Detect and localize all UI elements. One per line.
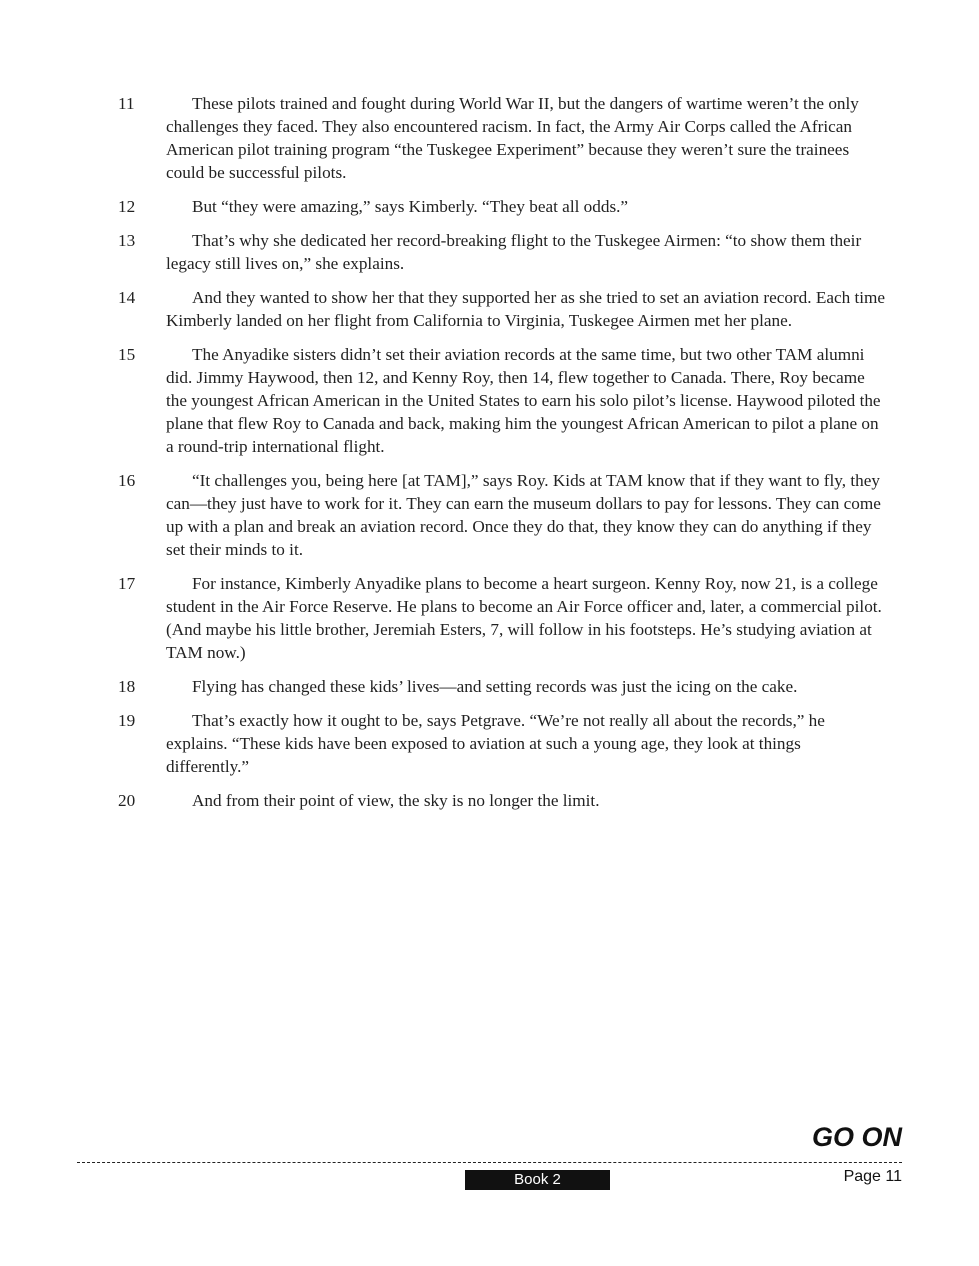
paragraph-text: For instance, Kimberly Anyadike plans to become a heart surgeon. Kenny Roy, now 21, is a college student in the Air Force Reserve. He plans to become an Air Force officer and, later, a commercial pilot. (And maybe his little brother, Jeremiah Esters, 7, will follow in his footsteps. He’s studying aviation at TAM now.) (166, 574, 882, 662)
paragraph-text: These pilots trained and fought during World War II, but the dangers of wartime weren’t the only challenges they faced. They also encountered racism. In fact, the Army Air Corps called the African American pilot training program “the Tuskegee Experiment” because they weren’t sure the trainees could be successful pilots. (166, 94, 859, 182)
paragraph-text: But “they were amazing,” says Kimberly. “They beat all odds.” (192, 197, 629, 216)
paragraph-number: 13 (118, 231, 136, 250)
paragraph-number: 16 (118, 471, 136, 490)
paragraph (118, 92, 888, 184)
footer-divider (77, 1162, 902, 1163)
paragraph-text: And from their point of view, the sky is no longer the limit. (192, 791, 600, 810)
page-number: Page 11 (843, 1168, 902, 1185)
paragraph-text: That’s exactly how it ought to be, says Petgrave. “We’re not really all about the records,” he explains. “These kids have been exposed to aviation at such a young age, they look at things differently.” (166, 711, 825, 776)
paragraph-text: “It challenges you, being here [at TAM],” says Roy. Kids at TAM know that if they want to fly, they can—they just have to work for it. They can earn the museum dollars to pay for lessons. They can come up with a plan and break an aviation record. Once they do that, they know they can do anything if they set their minds to it. (166, 471, 881, 559)
go-on-label: GO ON (811, 1122, 902, 1152)
paragraph-number: 11 (118, 94, 135, 113)
passage (118, 92, 888, 823)
paragraph-text: The Anyadike sisters didn’t set their aviation records at the same time, but two other TAM alumni did. Jimmy Haywood, then 12, and Kenny Roy, then 14, flew together to Canada. There, Roy became the youngest African American in the United States to earn his solo pilot’s license. Haywood piloted the plane that flew Roy to Canada and back, making him the youngest African American to pilot a plane on a round-trip international flight. (166, 345, 881, 456)
paragraph (118, 709, 888, 778)
paragraph (118, 572, 888, 664)
paragraph (118, 469, 888, 561)
paragraph-number: 17 (118, 574, 136, 593)
paragraph-number: 14 (118, 288, 136, 307)
paragraph (118, 286, 888, 332)
paragraph (118, 789, 888, 812)
paragraph-text: And they wanted to show her that they supported her as she tried to set an aviation record. Each time Kimberly landed on her flight from California to Virginia, Tuskegee Airmen met her plane. (166, 288, 886, 330)
paragraph-number: 18 (118, 677, 136, 696)
book-label: Book 2 (465, 1170, 610, 1190)
paragraph-text: That’s why she dedicated her record-breaking flight to the Tuskegee Airmen: “to show them their legacy still lives on,” she explains. (166, 231, 862, 273)
paragraph (118, 195, 888, 218)
paragraph-text: Flying has changed these kids’ lives—and setting records was just the icing on the cake. (192, 677, 798, 696)
paragraph (118, 343, 888, 458)
paragraph-number: 12 (118, 197, 136, 216)
paragraph-number: 15 (118, 345, 136, 364)
paragraph (118, 675, 888, 698)
paragraph-number: 19 (118, 711, 136, 730)
paragraph (118, 229, 888, 275)
paragraph-number: 20 (118, 791, 136, 810)
